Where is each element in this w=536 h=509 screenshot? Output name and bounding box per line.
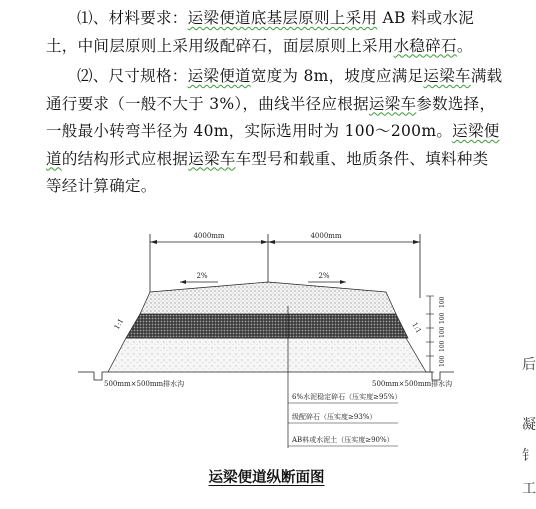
slope-marker-left bbox=[180, 272, 218, 284]
p2-text-3: 满载通行要求（一般不大于 3%），曲线半径应根据 bbox=[46, 67, 503, 113]
dimension-left-label: 4000mm bbox=[193, 232, 225, 240]
height-tick-4: 100 bbox=[439, 340, 446, 352]
height-tick-1: 100 bbox=[439, 296, 446, 308]
layer-2-label: 级配碎石（压实度≥93%） bbox=[292, 413, 377, 421]
height-tick-2: 100 bbox=[439, 312, 446, 324]
ditch-left-label: 500mm×500mm排水沟 bbox=[104, 380, 185, 388]
layer-top-cement-stabilized bbox=[140, 282, 396, 314]
layer-1-label: 6%水泥稳定碎石（压实度≥95%） bbox=[292, 393, 402, 401]
p2-text-5: 的结构形式应根据 bbox=[61, 149, 189, 168]
p1-underlined-2: 水稳碎石 bbox=[393, 36, 457, 55]
drainage-ditch-left bbox=[78, 372, 108, 380]
layer-base-ab-material bbox=[108, 338, 426, 372]
p2-text-2: 宽度为 8m，坡度应满足 bbox=[250, 67, 424, 85]
edge-char-1: 后 bbox=[522, 357, 536, 373]
p1-end: 。 bbox=[456, 36, 473, 55]
p2-underlined-2: 运梁车 bbox=[423, 67, 471, 85]
p1-underlined-1: 运梁便道底基层原则上采用 bbox=[187, 9, 378, 27]
p2-underlined-3: 运梁车 bbox=[368, 94, 417, 113]
edge-char-4: 工 bbox=[522, 481, 536, 497]
p1-prefix: ⑴、材料要求： bbox=[77, 9, 188, 27]
layer-3-label: AB料或水泥土（压实度≥90%） bbox=[292, 436, 394, 444]
p2-text-6: 车型号和载重、地质条件、填料种类等经计算确定。 bbox=[46, 149, 489, 195]
side-slope-right-label: 1:1 bbox=[410, 321, 423, 335]
slope-marker-right bbox=[308, 272, 346, 284]
slope-right-label: 2% bbox=[318, 272, 330, 280]
side-slope-left-label: 1:1 bbox=[112, 317, 126, 331]
paragraph-size-specs bbox=[46, 63, 504, 201]
slope-left-label: 2% bbox=[196, 272, 208, 280]
paragraph-material-requirements bbox=[46, 5, 504, 60]
p2-underlined-4: 运梁便道 bbox=[46, 122, 500, 168]
edge-char-3: 钅 bbox=[522, 448, 536, 464]
height-tick-3: 100 bbox=[439, 326, 446, 338]
dimension-right-label: 4000mm bbox=[310, 232, 342, 240]
p2-underlined-5: 运梁车 bbox=[188, 149, 236, 168]
ditch-right-label: 500mm×500mm排水沟 bbox=[372, 380, 453, 388]
p2-underlined-1: 运梁便道 bbox=[187, 67, 251, 85]
p1-text: AB 料或水泥土，中间层原则上采用级配碎石，面层原则上采用 bbox=[46, 9, 475, 55]
figure-caption: 运梁便道纵断面图 bbox=[208, 469, 325, 486]
height-scale bbox=[426, 296, 434, 372]
drainage-ditch-right bbox=[426, 372, 454, 380]
edge-char-2: 凝 bbox=[522, 417, 536, 433]
layer-middle-graded-gravel bbox=[126, 314, 408, 338]
height-tick-5: 100 bbox=[439, 355, 446, 367]
road-cross-section-drawing bbox=[78, 226, 458, 458]
p2-text-4: 参数选择，一般最小转弯半径为 40m，实际选用时为 100～200m。 bbox=[46, 94, 496, 140]
p2-prefix: ⑵、尺寸规格： bbox=[77, 67, 188, 85]
